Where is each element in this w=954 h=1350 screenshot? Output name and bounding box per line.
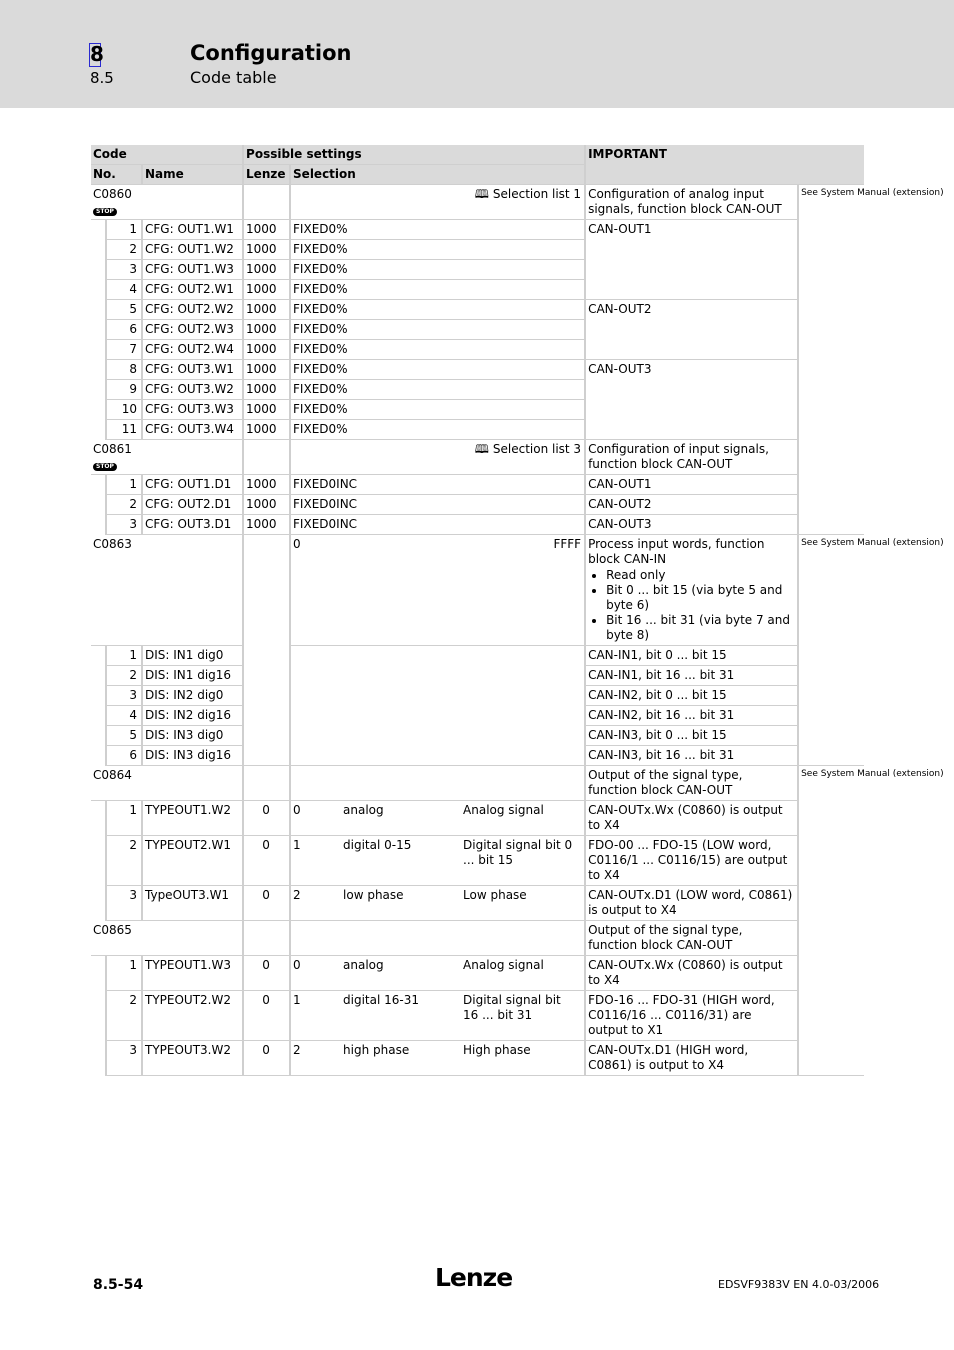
col-code-header: Code (91, 145, 243, 165)
chapter-number: 8 (90, 42, 104, 66)
section-title: Code table (190, 68, 277, 87)
lenze-cell (243, 535, 290, 766)
important-cell: CAN-OUT3 (585, 515, 798, 535)
subcode-name: CFG: OUT1.W2 (142, 240, 243, 260)
subcode-no: 1 (106, 801, 142, 836)
col-lenze-header: Lenze (243, 165, 290, 185)
selection-value: FIXED0% (290, 220, 585, 240)
selection-option (290, 886, 585, 921)
book-icon: 🕮 (474, 187, 489, 201)
table-row (91, 836, 864, 886)
subcode-no: 10 (106, 400, 142, 420)
chapter-title: Configuration (190, 41, 352, 65)
table-row (91, 801, 864, 836)
important-cell: Output of the signal type, function block CAN-OUT (585, 921, 798, 956)
subcode-no: 2 (106, 666, 142, 686)
lenze-value: 1000 (243, 515, 290, 535)
table-row (91, 1041, 864, 1076)
bullet-item: • Bit 16 ... bit 31 (via byte 7 and byte 8) (606, 613, 794, 643)
see-manual-note: See System Manual (extension) (798, 535, 864, 766)
code-cell (91, 440, 243, 475)
code-number: C0864 (93, 768, 132, 782)
lenze-value: 1000 (243, 495, 290, 515)
subcode-name: DIS: IN1 dig16 (142, 666, 243, 686)
important-cell: Configuration of input signals, function block CAN-OUT (585, 440, 798, 475)
lenze-value: 0 (243, 991, 290, 1041)
important-cell: CAN-OUT1 (585, 475, 798, 495)
table-row (91, 535, 864, 646)
subcode-no: 3 (106, 1041, 142, 1076)
subcode-name: CFG: OUT1.W1 (142, 220, 243, 240)
selection-value: FIXED0% (290, 340, 585, 360)
important-cell: CAN-OUTx.Wx (C0860) is output to X4 (585, 801, 798, 836)
subcode-no: 1 (106, 475, 142, 495)
subcode-no: 2 (106, 240, 142, 260)
important-cell: CAN-IN3, bit 16 ... bit 31 (585, 746, 798, 766)
indent-cell (91, 801, 106, 836)
important-cell: CAN-IN2, bit 0 ... bit 15 (585, 686, 798, 706)
lenze-value: 1000 (243, 340, 290, 360)
subcode-no: 4 (106, 280, 142, 300)
table-row (91, 991, 864, 1041)
indent-cell (91, 836, 106, 886)
header-band (0, 0, 954, 108)
subcode-name: TYPEOUT2.W1 (142, 836, 243, 886)
subcode-name: DIS: IN1 dig0 (142, 646, 243, 666)
indent-cell (91, 495, 106, 515)
col-possible-settings-header: Possible settings (243, 145, 585, 165)
subcode-name: CFG: OUT3.W4 (142, 420, 243, 440)
lenze-value: 1000 (243, 320, 290, 340)
subcode-name: DIS: IN2 dig0 (142, 686, 243, 706)
selection-value: FIXED0% (290, 360, 585, 380)
selection-list-ref: Selection list 1 (492, 187, 582, 201)
lenze-value: 1000 (243, 220, 290, 240)
range-min: 0 (293, 537, 301, 551)
important-cell: CAN-OUTx.D1 (HIGH word, C0861) is output to X4 (585, 1041, 798, 1076)
lenze-value: 1000 (243, 260, 290, 280)
table-row (91, 475, 864, 495)
indent-cell (91, 380, 106, 400)
selection-option (290, 836, 585, 886)
indent-cell (91, 260, 106, 280)
indent-cell (91, 956, 106, 991)
table-row (91, 886, 864, 921)
subcode-no: 3 (106, 686, 142, 706)
subcode-name: CFG: OUT2.W4 (142, 340, 243, 360)
subcode-name: CFG: OUT3.W3 (142, 400, 243, 420)
option-description: Analog signal (463, 803, 544, 817)
lenze-value: 0 (243, 836, 290, 886)
important-cell: CAN-IN3, bit 0 ... bit 15 (585, 726, 798, 746)
selection-value: FIXED0% (290, 380, 585, 400)
code-cell (91, 766, 243, 801)
option-value: 2 (293, 1043, 301, 1057)
selection-value: FIXED0% (290, 300, 585, 320)
lenze-logo: Lenze (435, 1263, 513, 1292)
subcode-name: CFG: OUT2.W2 (142, 300, 243, 320)
subcode-name: DIS: IN3 dig0 (142, 726, 243, 746)
option-value: 1 (293, 993, 301, 1007)
lenze-value: 1000 (243, 240, 290, 260)
table-row (91, 185, 864, 220)
indent-cell (91, 360, 106, 380)
selection-value: FIXED0% (290, 240, 585, 260)
lenze-cell (243, 921, 290, 956)
code-cell (91, 921, 243, 956)
lenze-value: 1000 (243, 360, 290, 380)
subcode-no: 6 (106, 746, 142, 766)
lenze-value: 1000 (243, 380, 290, 400)
lenze-value: 1000 (243, 300, 290, 320)
lenze-cell (243, 766, 290, 801)
important-group: CAN-OUT3 (585, 360, 798, 440)
subcode-name: CFG: OUT1.W3 (142, 260, 243, 280)
bullet-item: • Bit 0 ... bit 15 (via byte 5 and byte 6) (606, 583, 794, 613)
indent-cell (91, 320, 106, 340)
code-cell (91, 535, 243, 646)
table-row (91, 646, 864, 666)
table-row (91, 360, 864, 380)
selection-list-cell (290, 185, 585, 220)
lenze-cell (243, 185, 290, 220)
code-number: C0861 (93, 442, 132, 456)
option-name: digital 0-15 (343, 838, 412, 852)
lenze-value: 0 (243, 886, 290, 921)
option-value: 0 (293, 958, 301, 972)
important-cell: CAN-IN1, bit 16 ... bit 31 (585, 666, 798, 686)
selection-value: FIXED0% (290, 280, 585, 300)
subcode-name: CFG: OUT3.W1 (142, 360, 243, 380)
option-description: Low phase (463, 888, 527, 902)
subcode-no: 1 (106, 956, 142, 991)
lenze-value: 1000 (243, 400, 290, 420)
page-number: 8.5-54 (93, 1277, 144, 1293)
table-row (91, 515, 864, 535)
option-description: Analog signal (463, 958, 544, 972)
selection-list-ref: Selection list 3 (492, 442, 582, 456)
indent-cell (91, 686, 106, 706)
subcode-no: 3 (106, 515, 142, 535)
lenze-value: 0 (243, 956, 290, 991)
subcode-name: TYPEOUT2.W2 (142, 991, 243, 1041)
indent-cell (91, 340, 106, 360)
subcode-no: 5 (106, 300, 142, 320)
important-cell: CAN-IN1, bit 0 ... bit 15 (585, 646, 798, 666)
indent-cell (91, 726, 106, 746)
option-value: 1 (293, 838, 301, 852)
table-row (91, 766, 864, 801)
see-manual-note: See System Manual (extension) (798, 766, 864, 1076)
subcode-no: 11 (106, 420, 142, 440)
option-name: analog (343, 803, 384, 817)
indent-cell (91, 886, 106, 921)
col-selection-header: Selection (290, 165, 585, 185)
bullet-list (588, 568, 794, 643)
important-group: CAN-OUT1 (585, 220, 798, 300)
subcode-name: CFG: OUT2.W3 (142, 320, 243, 340)
option-name: analog (343, 958, 384, 972)
code-number: C0860 (93, 187, 132, 201)
indent-cell (91, 991, 106, 1041)
range-max: FFFF (553, 537, 582, 551)
subcode-no: 2 (106, 836, 142, 886)
subcode-name: CFG: OUT1.D1 (142, 475, 243, 495)
important-cell: FDO-00 ... FDO-15 (LOW word, C0116/1 ... C0116/15) are output to X4 (585, 836, 798, 886)
col-no-header: No. (91, 165, 142, 185)
selection-option (290, 1041, 585, 1076)
important-cell: CAN-OUTx.D1 (LOW word, C0861) is output to X4 (585, 886, 798, 921)
selection-value: FIXED0% (290, 260, 585, 280)
table-row (91, 440, 864, 475)
subcode-no: 9 (106, 380, 142, 400)
lenze-value: 1000 (243, 475, 290, 495)
selection-option (290, 991, 585, 1041)
option-description: High phase (463, 1043, 531, 1057)
selection-list-cell (290, 440, 585, 475)
selection-cell (290, 766, 585, 801)
bullet-item: • Read only (606, 568, 794, 583)
indent-cell (91, 400, 106, 420)
code-number: C0863 (93, 537, 132, 551)
indent-cell (91, 220, 106, 240)
table-row (91, 220, 864, 240)
indent-cell (91, 300, 106, 320)
table-row (91, 921, 864, 956)
subcode-no: 3 (106, 886, 142, 921)
selection-value: FIXED0% (290, 320, 585, 340)
subcode-name: TYPEOUT1.W2 (142, 801, 243, 836)
indent-cell (91, 646, 106, 666)
lenze-value: 0 (243, 1041, 290, 1076)
important-cell: CAN-OUT2 (585, 495, 798, 515)
indent-cell (91, 515, 106, 535)
lenze-value: 1000 (243, 280, 290, 300)
important-text: Process input words, function block CAN-IN (588, 537, 765, 566)
range-cell (290, 535, 585, 646)
indent-cell (91, 420, 106, 440)
selection-option (290, 956, 585, 991)
subcode-no: 7 (106, 340, 142, 360)
important-cell: CAN-OUTx.Wx (C0860) is output to X4 (585, 956, 798, 991)
subcode-no: 2 (106, 991, 142, 1041)
selection-value: FIXED0% (290, 400, 585, 420)
section-number: 8.5 (90, 69, 114, 87)
code-table (91, 145, 944, 1076)
subcode-no: 1 (106, 646, 142, 666)
subcode-name: CFG: OUT2.D1 (142, 495, 243, 515)
option-value: 0 (293, 803, 301, 817)
selection-value: FIXED0INC (290, 475, 585, 495)
subcode-name: CFG: OUT2.W1 (142, 280, 243, 300)
selection-option (290, 801, 585, 836)
see-manual-note: See System Manual (extension) (798, 185, 864, 535)
important-group: CAN-OUT2 (585, 300, 798, 360)
indent-cell (91, 280, 106, 300)
code-number: C0865 (93, 923, 132, 937)
indent-cell (91, 666, 106, 686)
stop-badge: STOP (93, 208, 117, 216)
subcode-name: TypeOUT3.W1 (142, 886, 243, 921)
indent-cell (91, 746, 106, 766)
stop-badge: STOP (93, 463, 117, 471)
option-name: high phase (343, 1043, 410, 1057)
option-description: Digital signal bit 0 ... bit 15 (463, 838, 573, 867)
col-name-header: Name (142, 165, 243, 185)
indent-cell (91, 240, 106, 260)
important-cell: CAN-IN2, bit 16 ... bit 31 (585, 706, 798, 726)
table-row (91, 956, 864, 991)
subcode-no: 8 (106, 360, 142, 380)
subcode-no: 5 (106, 726, 142, 746)
option-description: Digital signal bit 16 ... bit 31 (463, 993, 561, 1022)
header-row-1 (91, 145, 864, 165)
subcode-no: 2 (106, 495, 142, 515)
important-cell (585, 535, 798, 646)
code-cell (91, 185, 243, 220)
subcode-name: TYPEOUT3.W2 (142, 1041, 243, 1076)
important-cell: FDO-16 ... FDO-31 (HIGH word, C0116/16 ... C0116/31) are output to X1 (585, 991, 798, 1041)
subcode-no: 6 (106, 320, 142, 340)
selection-cell (290, 921, 585, 956)
table-row (91, 300, 864, 320)
subcode-no: 1 (106, 220, 142, 240)
indent-cell (91, 706, 106, 726)
selection-empty (290, 646, 585, 766)
lenze-value: 0 (243, 801, 290, 836)
selection-value: FIXED0% (290, 420, 585, 440)
selection-value: FIXED0INC (290, 515, 585, 535)
important-cell: Configuration of analog input signals, function block CAN-OUT (585, 185, 798, 220)
important-cell: Output of the signal type, function block CAN-OUT (585, 766, 798, 801)
lenze-cell (243, 440, 290, 475)
subcode-name: DIS: IN3 dig16 (142, 746, 243, 766)
option-value: 2 (293, 888, 301, 902)
option-name: low phase (343, 888, 404, 902)
book-icon: 🕮 (474, 442, 489, 456)
subcode-name: TYPEOUT1.W3 (142, 956, 243, 991)
option-name: digital 16-31 (343, 993, 420, 1007)
indent-cell (91, 475, 106, 495)
selection-value: FIXED0INC (290, 495, 585, 515)
indent-cell (91, 1041, 106, 1076)
col-important-header: IMPORTANT (585, 145, 864, 185)
subcode-name: CFG: OUT3.W2 (142, 380, 243, 400)
table-row (91, 495, 864, 515)
subcode-no: 4 (106, 706, 142, 726)
lenze-value: 1000 (243, 420, 290, 440)
document-id: EDSVF9383V EN 4.0-03/2006 (718, 1278, 880, 1291)
subcode-name: CFG: OUT3.D1 (142, 515, 243, 535)
subcode-no: 3 (106, 260, 142, 280)
subcode-name: DIS: IN2 dig16 (142, 706, 243, 726)
